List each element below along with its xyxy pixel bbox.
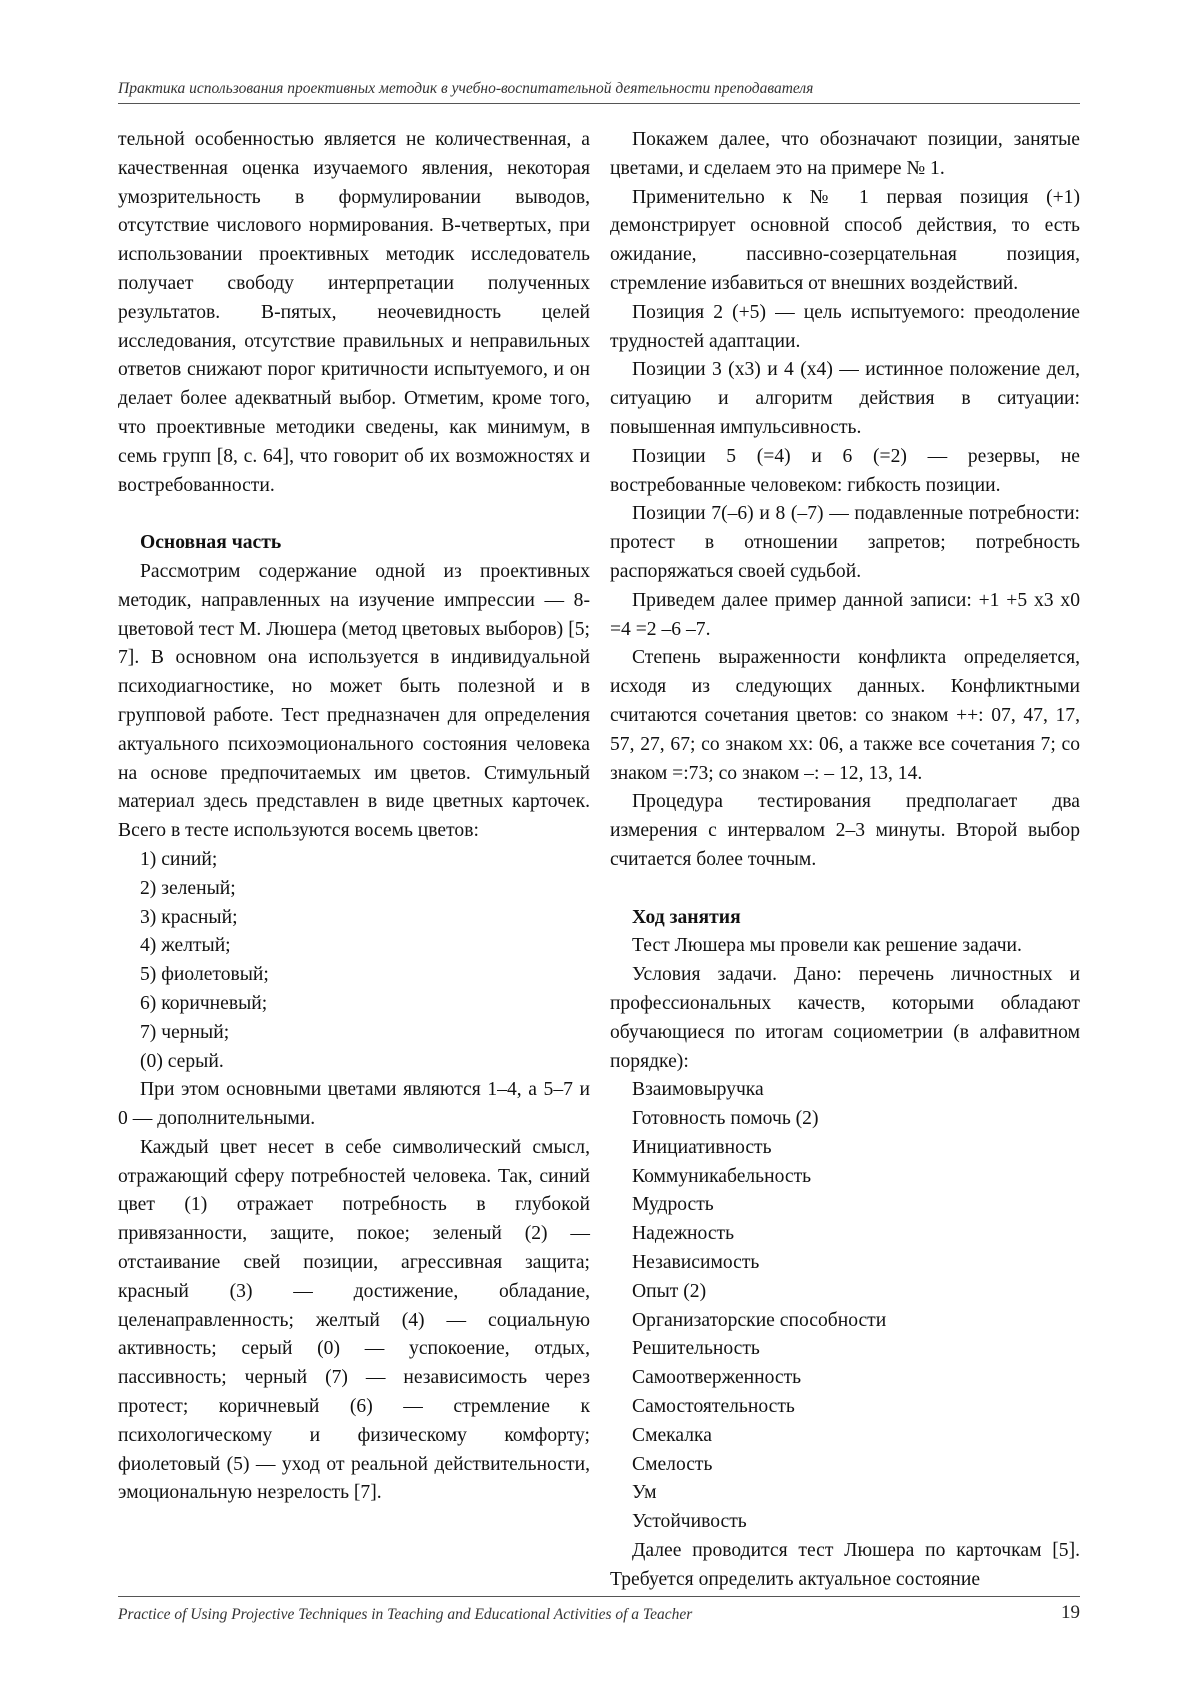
paragraph: Условия задачи. Дано: перечень личностных и профессиональных качеств, которыми обладают обучающиеся по итогам социометрии (в алфавитном порядке): xyxy=(610,964,1080,1072)
footer-rule xyxy=(118,1596,1080,1597)
list-item: Опыт (2) xyxy=(632,1280,707,1302)
list-item: 7) черный; xyxy=(140,1021,230,1043)
paragraph: Покажем далее, что обозначают позиции, занятые цветами, и сделаем это на примере № 1. xyxy=(610,129,1080,179)
qualities-list xyxy=(610,1076,1080,1537)
list-item: Смелость xyxy=(632,1453,713,1475)
list-item: Устойчивость xyxy=(632,1511,747,1533)
right-column xyxy=(610,126,1080,1595)
list-item: 4) желтый; xyxy=(140,935,231,957)
paragraph: тельной особенностью является не количественная, а качественная оценка изучаемого явления, некоторая умозрительность в формулировании выводов, отсутствие числового нормирования. В-четвертых, при использовании проективных методик исследователь получает свободу интерпретации полученных результатов. В-пятых, неочевидность целей исследования, отсутствие правильных и неправильных ответов снижают порог критичности испытуемого, и он делает более адекватный выбор. Отметим, кроме того, что проективные методики сведены, как минимум, в семь групп [8, с. 64], что говорит об их возможностях и востребованности. xyxy=(118,129,590,496)
list-item: Инициативность xyxy=(632,1136,772,1158)
list-item: Решительность xyxy=(632,1338,760,1360)
list-item: 5) фиолетовый; xyxy=(140,964,269,986)
section-heading-main-part: Основная часть xyxy=(140,532,282,554)
running-head: Практика использования проективных методик в учебно-воспитательной деятельности преподавателя xyxy=(118,80,814,97)
page-number: 19 xyxy=(1061,1602,1080,1623)
paragraph: Тест Люшера мы провели как решение задачи. xyxy=(632,935,1022,957)
list-item: Самоотверженность xyxy=(632,1367,802,1389)
spacer xyxy=(118,500,590,529)
color-list xyxy=(118,846,590,1076)
list-item: (0) серый. xyxy=(140,1050,224,1072)
paragraph: Приведем далее пример данной записи: +1 +5 x3 x0 =4 =2 –6 –7. xyxy=(610,589,1080,640)
list-item: 3) красный; xyxy=(140,906,238,928)
list-item: Коммуникабельность xyxy=(632,1165,812,1187)
list-item: Самостоятельность xyxy=(632,1396,795,1418)
paragraph: Рассмотрим содержание одной из проективных методик, направленных на изучение импрессии — 8-цветовой тест М. Люшера (метод цветовых выборов) [5; 7]. В основном она используется в индивидуальной психодиагностике, но может быть полезной и в групповой работе. Тест предназначен для определения актуального психоэмоционального состояния человека на основе предпочитаемых им цветов. Стимульный материал здесь представлен в виде цветных карточек. Всего в тесте используются восемь цветов: xyxy=(118,560,590,842)
paragraph: При этом основными цветами являются 1–4, а 5–7 и 0 — дополнительными. xyxy=(118,1079,590,1130)
paragraph: Позиция 2 (+5) — цель испытуемого: преодоление трудностей адаптации. xyxy=(610,301,1080,352)
list-item: Организаторские способности xyxy=(632,1309,887,1331)
running-foot: Practice of Using Projective Techniques in Teaching and Educational Activities of a Teacher xyxy=(118,1606,693,1623)
header-rule xyxy=(118,103,1080,104)
list-item: Надежность xyxy=(632,1223,735,1245)
list-item: Готовность помочь (2) xyxy=(632,1108,819,1130)
list-item: Ум xyxy=(632,1482,657,1504)
paragraph: Каждый цвет несет в себе символический смысл, отражающий сферу потребностей человека. Так, синий цвет (1) отражает потребность в глубокой привязанности, защите, покое; зеленый (2) — отстаивание свей позиции, агрессивная защита; красный (3) — достижение, обладание, целенаправленность; желтый (4) — социальную активность; серый (0) — успокоение, отдых, пассивность; черный (7) — независимость через протест; коричневый (6) — стремление к психологическому и физическому комфорту; фиолетовый (5) — уход от реальной действительности, эмоциональную незрелость [7]. xyxy=(118,1136,590,1504)
list-item: 6) коричневый; xyxy=(140,992,268,1014)
list-item: Мудрость xyxy=(632,1194,714,1216)
left-column xyxy=(118,126,590,1508)
paragraph: Степень выраженности конфликта определяется, исходя из следующих данных. Конфликтными считаются сочетания цветов: со знаком ++: 07, 47, 17, 57, 27, 67; со знаком хх: 06, а также все сочетания 7; со знаком =:73; со знаком –: – 12, 13, 14. xyxy=(610,647,1080,784)
section-heading-lesson: Ход занятия xyxy=(632,906,741,928)
list-item: Независимость xyxy=(632,1252,760,1274)
paragraph: Применительно к № 1 первая позиция (+1) демонстрирует основной способ действия, то есть ожидание, пассивно-созерцательная позиция, стремление избавиться от внешних воздействий. xyxy=(610,186,1080,294)
spacer xyxy=(610,875,1080,904)
list-item: Взаимовыручка xyxy=(632,1079,764,1101)
paragraph: Процедура тестирования предполагает два измерения с интервалом 2–3 минуты. Второй выбор считается более точным. xyxy=(610,791,1080,870)
paragraph: Позиции 5 (=4) и 6 (=2) — резервы, не востребованные человеком: гибкость позиции. xyxy=(610,445,1080,496)
list-item: 1) синий; xyxy=(140,848,218,870)
list-item: Смекалка xyxy=(632,1424,712,1446)
paragraph: Позиции 7(–6) и 8 (–7) — подавленные потребности: протест в отношении запретов; потребность распоряжаться своей судьбой. xyxy=(610,503,1080,582)
paragraph: Далее проводится тест Люшера по карточкам [5]. Требуется определить актуальное состояние xyxy=(610,1540,1080,1590)
paragraph: Позиции 3 (x3) и 4 (x4) — истинное положение дел, ситуацию и алгоритм действия в ситуации: повышенная импульсивность. xyxy=(610,359,1080,438)
list-item: 2) зеленый; xyxy=(140,877,236,899)
